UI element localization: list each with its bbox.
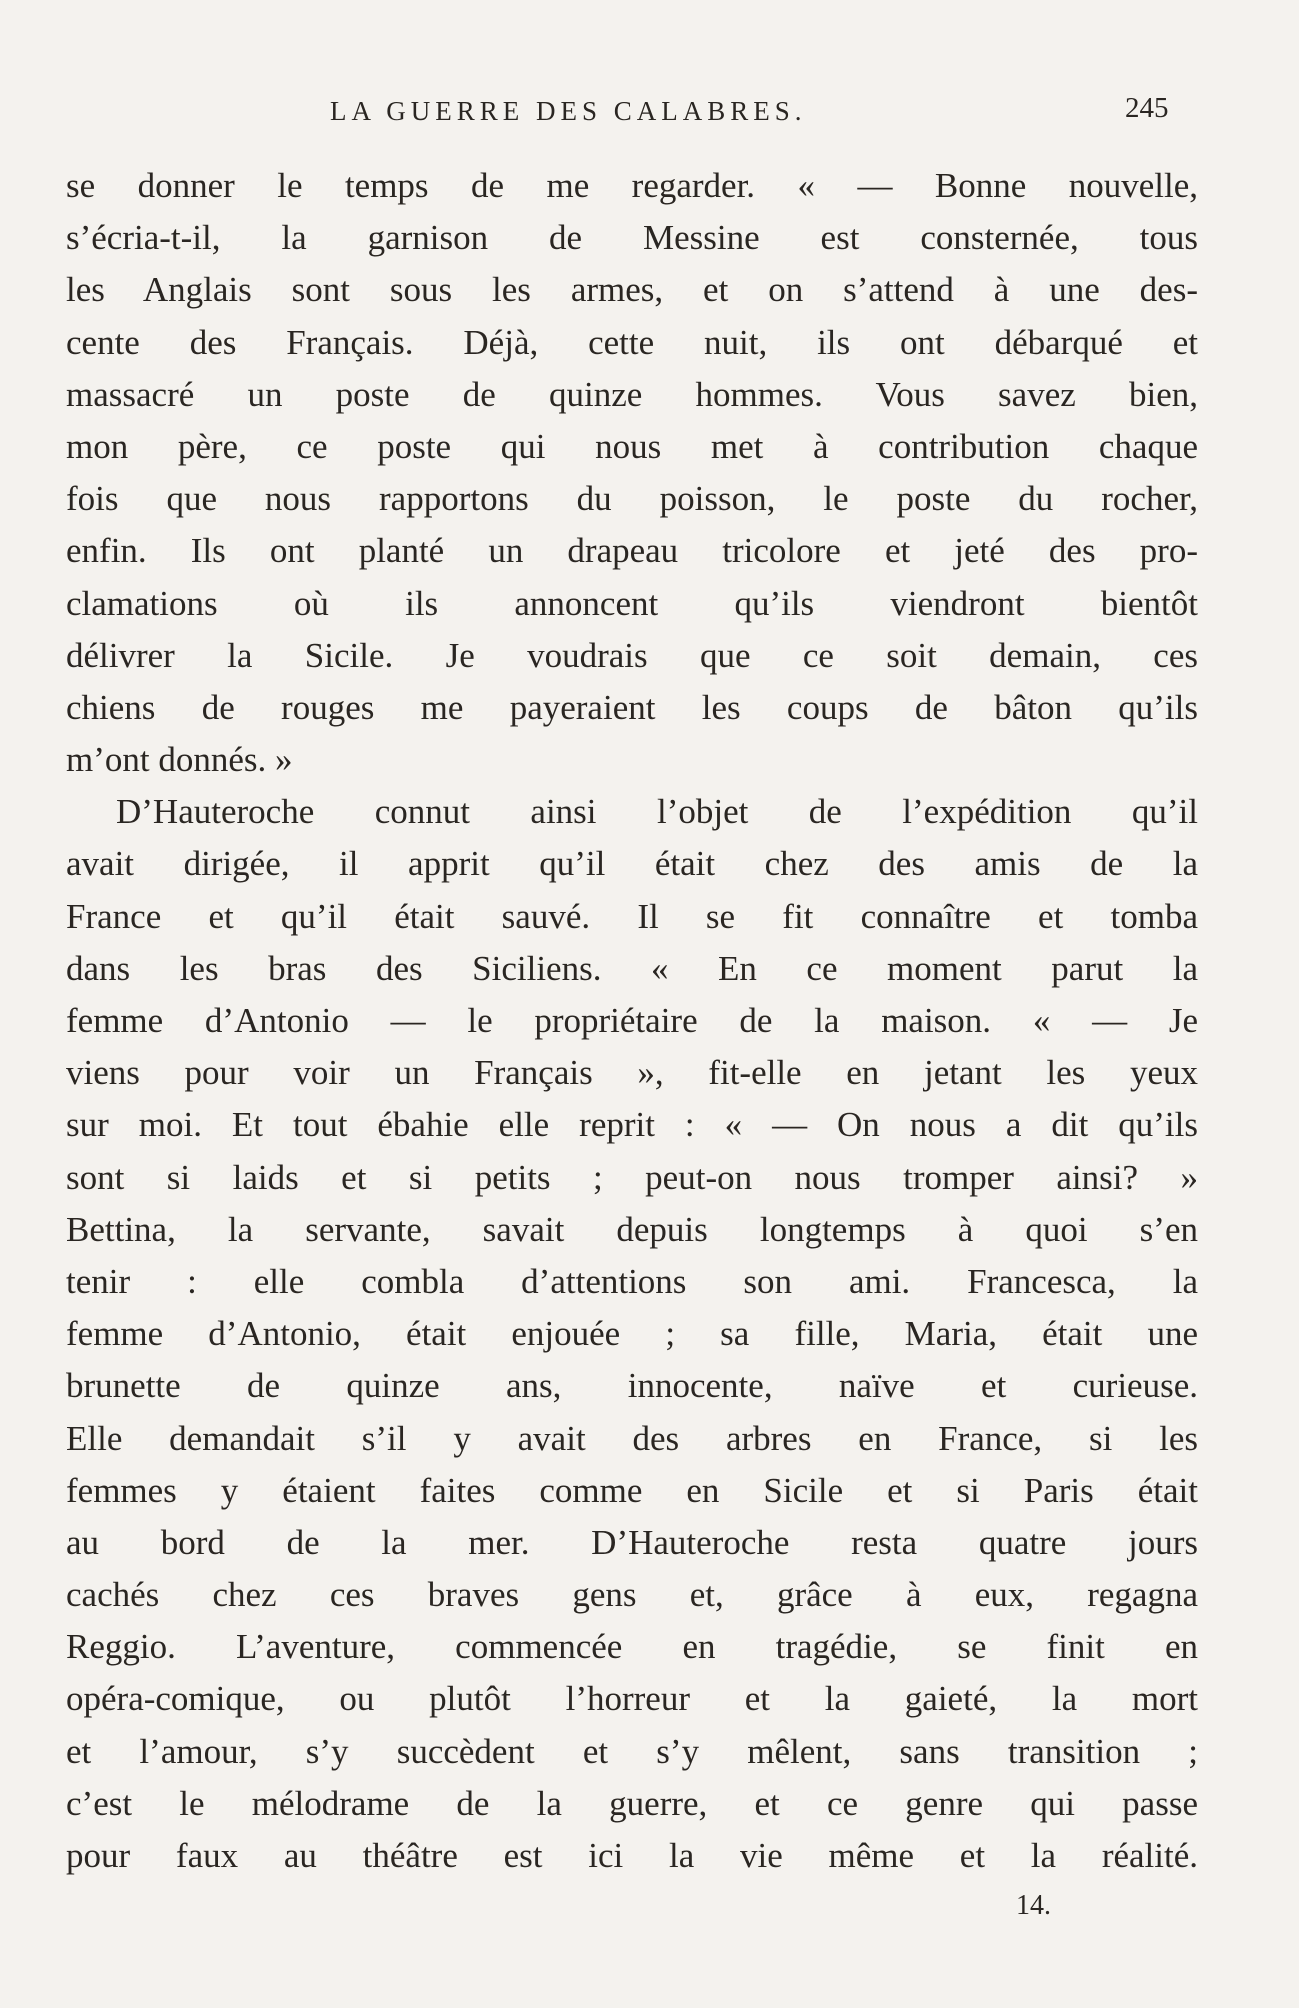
text-line: Elle demandait s’il y avait des arbres en France, si les [66,1418,1198,1458]
text-line: Bettina, la servante, savait depuis longtemps à quoi s’en [66,1209,1198,1249]
text-line: femme d’Antonio, était enjouée ; sa fille, Maria, était une [66,1314,1198,1354]
text-line: dans les bras des Siciliens. « En ce moment parut la [66,948,1198,988]
text-line: sur moi. Et tout ébahie elle reprit : « — On nous a dit qu’ils [66,1105,1198,1145]
text-line: femmes y étaient faites comme en Sicile et si Paris était [66,1470,1198,1510]
paragraph-end-line: m’ont donnés. » [66,740,293,780]
text-line: France et qu’il était sauvé. Il se fit connaître et tomba [66,896,1198,936]
signature-mark: 14. [1016,1890,1051,1921]
text-line: Reggio. L’aventure, commencée en tragédie, se finit en [66,1627,1198,1667]
text-line: clamations où ils annoncent qu’ils viendront bientôt [66,583,1198,623]
text-line: enfin. Ils ont planté un drapeau tricolore et jeté des pro- [66,531,1198,571]
text-line: les Anglais sont sous les armes, et on s’attend à une des- [66,270,1198,310]
text-line: se donner le temps de me regarder. « — Bonne nouvelle, [66,166,1198,205]
text-line: femme d’Antonio — le propriétaire de la maison. « — Je [66,1001,1198,1040]
text-line: opéra-comique, ou plutôt l’horreur et la gaieté, la mort [66,1679,1198,1719]
text-line: c’est le mélodrame de la guerre, et ce genre qui passe [66,1783,1198,1823]
text-line: massacré un poste de quinze hommes. Vous savez bien, [66,374,1198,414]
text-line: fois que nous rapportons du poisson, le poste du rocher, [66,479,1198,519]
running-head-title: LA GUERRE DES CALABRES. [330,96,807,126]
text-line: avait dirigée, il apprit qu’il était chez des amis de la [66,844,1198,884]
text-line: et l’amour, s’y succèdent et s’y mêlent, sans transition ; [66,1731,1198,1771]
text-line: chiens de rouges me payeraient les coups de bâton qu’ils [66,687,1198,727]
paragraph-start-line: D’Hauteroche connut ainsi l’objet de l’expédition qu’il [116,792,1198,832]
text-line: tenir : elle combla d’attentions son ami. Francesca, la [66,1261,1198,1301]
text-line: s’écria-t-il, la garnison de Messine est consternée, tous [66,218,1198,258]
text-line: pour faux au théâtre est ici la vie même et la réalité. [66,1836,1198,1875]
page-number: 245 [1125,92,1169,124]
text-line: cente des Français. Déjà, cette nuit, ils ont débarqué et [66,322,1198,362]
body-text [66,160,1198,1882]
text-line: mon père, ce poste qui nous met à contribution chaque [66,426,1198,466]
text-line: au bord de la mer. D’Hauteroche resta quatre jours [66,1522,1198,1562]
text-line: sont si laids et si petits ; peut-on nous tromper ainsi? » [66,1157,1198,1197]
text-line: délivrer la Sicile. Je voudrais que ce soit demain, ces [66,635,1198,675]
text-line: cachés chez ces braves gens et, grâce à eux, regagna [66,1575,1198,1615]
text-line: brunette de quinze ans, innocente, naïve et curieuse. [66,1366,1198,1406]
text-line: viens pour voir un Français », fit-elle en jetant les yeux [66,1053,1198,1093]
